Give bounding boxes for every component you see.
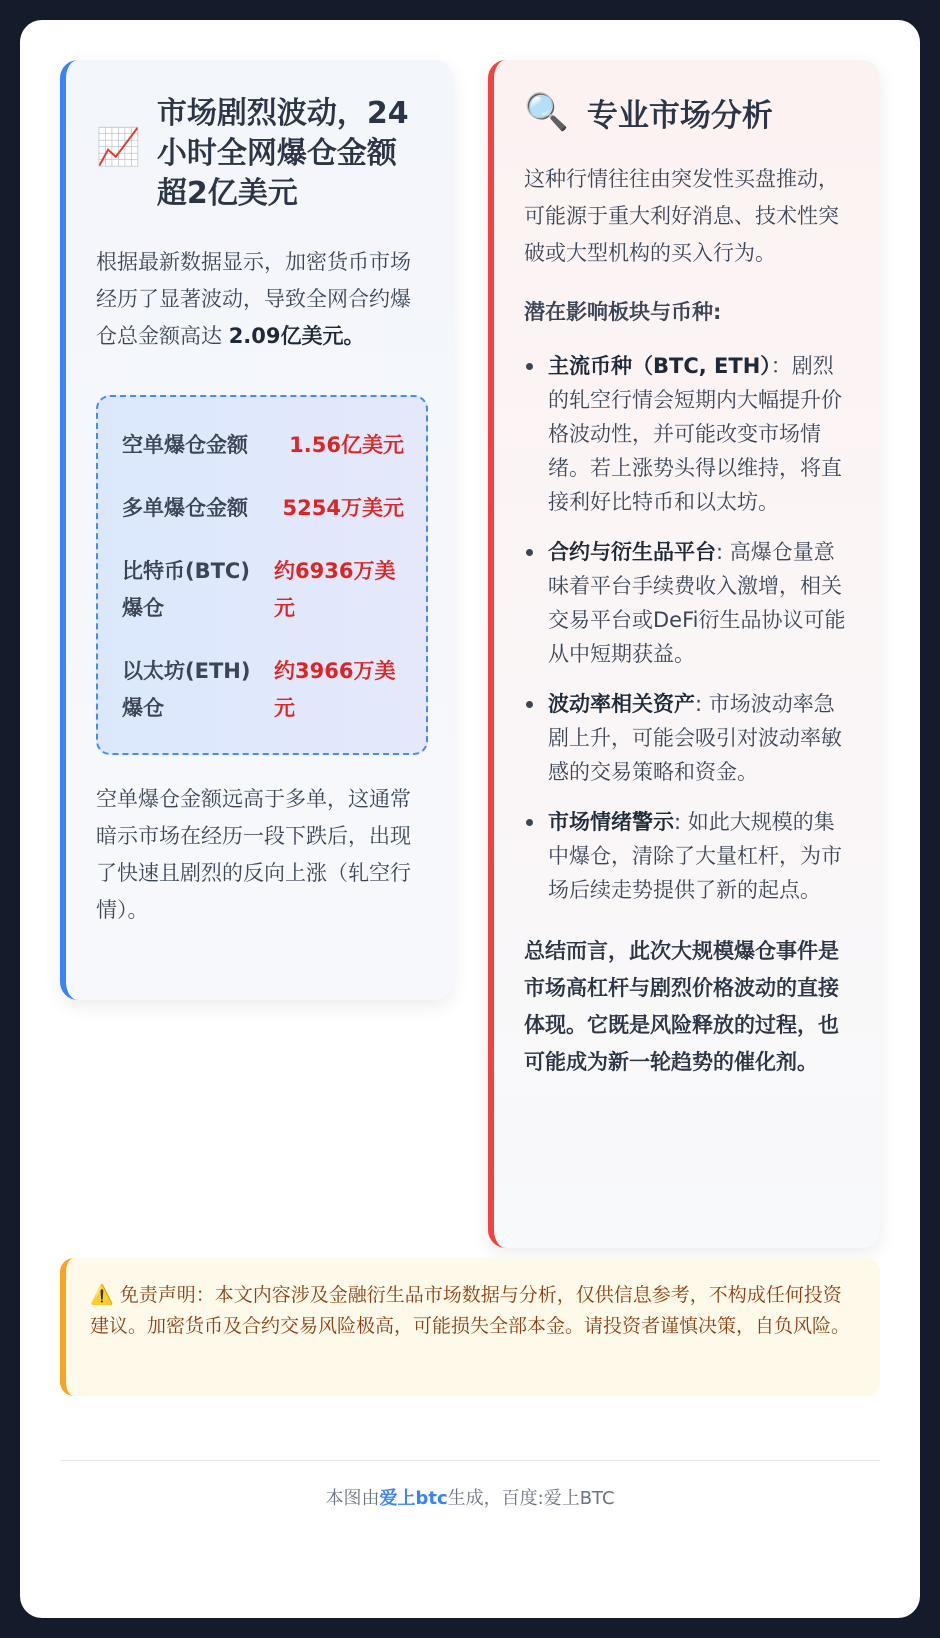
- liquidation-stats-box: [96, 395, 428, 755]
- lead-total: 2.09亿美元。: [228, 324, 365, 348]
- lead-text: 根据最新数据显示，加密货币市场经历了显著波动，导致全网合约爆仓总金额高达: [96, 250, 411, 348]
- analysis-title: 专业市场分析: [586, 98, 773, 134]
- impact-title: 市场情绪警示: [548, 810, 674, 834]
- disclaimer-box: [60, 1258, 880, 1396]
- stat-value: 约3966万美元: [274, 659, 396, 720]
- stat-row-short: [122, 427, 404, 464]
- bullet-icon: [526, 363, 533, 370]
- stat-value: 1.56亿美元: [289, 433, 404, 457]
- analysis-panel: [488, 60, 880, 1248]
- impact-separator: ：: [770, 354, 792, 378]
- list-item: [524, 349, 852, 519]
- stat-value: 5254万美元: [282, 496, 404, 520]
- impact-text: 高爆仓量意味着平台手续费收入激增，相关交易平台或DeFi衍生品协议可能从中短期获益。: [548, 540, 846, 666]
- list-item: [524, 535, 852, 671]
- list-item: [524, 805, 852, 907]
- stat-label: 以太坊(ETH)爆仓: [122, 659, 251, 720]
- stat-row-eth: [122, 653, 404, 727]
- stat-label: 空单爆仓金额: [122, 433, 248, 457]
- footer-suffix: 生成，百度:爱上BTC: [447, 1488, 615, 1509]
- liquidation-header: [96, 94, 425, 214]
- content-card: [20, 20, 920, 1618]
- footer-divider: [60, 1460, 880, 1461]
- footer: [60, 1484, 880, 1510]
- analysis-header: [524, 90, 852, 135]
- impact-separator: :: [695, 692, 709, 716]
- impact-text: 如此大规模的集中爆仓，清除了大量杠杆，为市场后续走势提供了新的起点。: [548, 810, 842, 902]
- bullet-icon: [526, 701, 533, 708]
- stat-label: 比特币(BTC)爆仓: [122, 559, 250, 620]
- summary-paragraph: 总结而言，此次大规模爆仓事件是市场高杠杆与剧烈价格波动的直接体现。它既是风险释放的过程，也可能成为新一轮趋势的催化剂。: [524, 939, 839, 1074]
- analysis-intro: 这种行情往往由突发性买盘推动，可能源于重大利好消息、技术性突破或大型机构的买入行为。: [524, 167, 839, 265]
- magnifying-glass-icon: 🔍: [524, 91, 569, 133]
- impact-title: 波动率相关资产: [548, 692, 695, 716]
- chart-increasing-icon: 📈: [96, 127, 141, 168]
- footer-brand: 爱上btc: [379, 1488, 448, 1509]
- impact-title: 合约与衍生品平台: [548, 540, 716, 564]
- liquidation-panel: [60, 60, 453, 1000]
- impact-text: 剧烈的轧空行情会短期内大幅提升价格波动性，并可能改变市场情绪。若上涨势头得以维持，将直接利好比特币和以太坊。: [548, 354, 842, 514]
- stat-row-btc: [122, 553, 404, 627]
- impact-subheading: 潜在影响板块与币种:: [524, 300, 722, 324]
- liquidation-title: 市场剧烈波动，24小时全网爆仓金额超2亿美元: [156, 96, 409, 211]
- bullet-icon: [526, 819, 533, 826]
- bullet-icon: [526, 549, 533, 556]
- disclaimer-text: 免责声明：本文内容涉及金融衍生品市场数据与分析，仅供信息参考，不构成任何投资建议。加密货币及合约交易风险极高，可能损失全部本金。请投资者谨慎决策，自负风险。: [90, 1284, 851, 1337]
- impact-text: 市场波动率急剧上升，可能会吸引对波动率敏感的交易策略和资金。: [548, 692, 842, 784]
- footer-prefix: 本图由: [325, 1488, 380, 1509]
- stat-value: 约6936万美元: [274, 559, 396, 620]
- lead-paragraph: [96, 244, 425, 355]
- list-item: [524, 687, 852, 789]
- stat-row-long: [122, 490, 404, 527]
- analysis-paragraph: 空单爆仓金额远高于多单，这通常暗示市场在经历一段下跌后，出现了快速且剧烈的反向上涨（轧空行情）。: [96, 787, 411, 922]
- impact-title: 主流币种（BTC, ETH）: [548, 354, 771, 378]
- impact-separator: :: [716, 540, 730, 564]
- warning-icon: ⚠️: [90, 1284, 114, 1306]
- impact-list: [524, 349, 852, 907]
- impact-separator: :: [674, 810, 688, 834]
- stat-label: 多单爆仓金额: [122, 496, 248, 520]
